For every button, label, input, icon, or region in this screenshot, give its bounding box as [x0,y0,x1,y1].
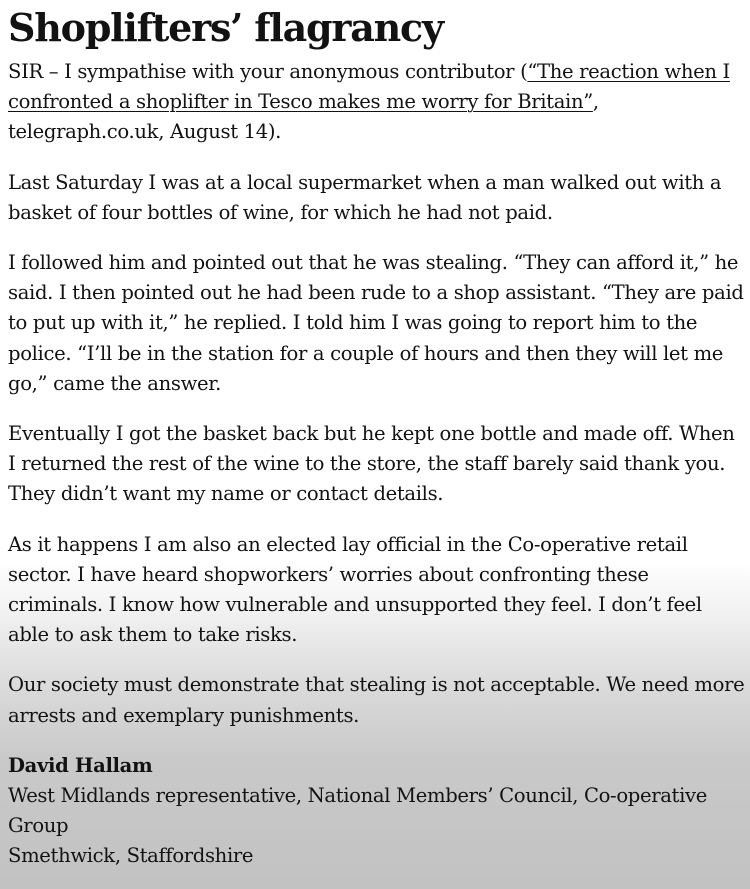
letter [8,0,746,872]
author-name: David Hallam [8,753,153,777]
paragraph-4: Eventually I got the basket back but he kept one bottle and made off. When I returned the rest of the wine to the store, the staff barely said thank you. They didn’t want my name or contact details. [8,422,735,506]
author-location: Smethwick, Staffordshire [8,844,254,868]
intro-source: , telegraph.co.uk, August 14). [8,90,599,144]
article-link[interactable]: “The reaction when I confronted a shoplifter in Tesco makes me worry for Britain” [8,60,730,114]
author-role: West Midlands representative, National Members’ Council, Co-operative Group [8,784,707,838]
headline: Shoplifters’ flagrancy [8,5,443,50]
paragraph-6: Our society must demonstrate that stealing is not acceptable. We need more arrests and exemplary punishments. [8,673,745,727]
letter-body [8,57,746,872]
paragraph-intro [8,57,746,148]
intro-text: SIR – I sympathise with your anonymous contributor ( [8,60,528,83]
paragraph-2: Last Saturday I was at a local supermarket when a man walked out with a basket of four bottles of wine, for which he had not paid. [8,170,722,224]
signoff [8,751,746,872]
paragraph-3: I followed him and pointed out that he was stealing. “They can afford it,” he said. I then pointed out he had been rude to a shop assistant. “They are paid to put up with it,” he replied. I told him I was going to report him to the police. “I’ll be in the station for a couple of hours and then they will let me go,” came the answer. [8,251,744,395]
paragraph-5: As it happens I am also an elected lay official in the Co-operative retail sector. I have heard shopworkers’ worries about confronting these criminals. I know how vulnerable and unsupported they feel. I don’t feel able to ask them to take risks. [8,532,702,647]
